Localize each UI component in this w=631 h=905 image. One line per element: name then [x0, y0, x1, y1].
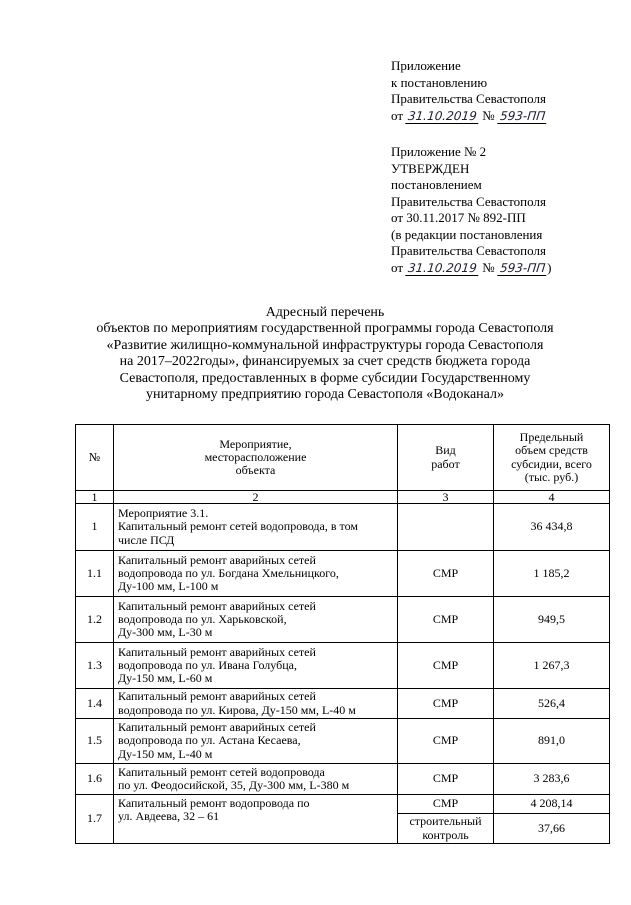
row-desc-line: Капитальный ремонт аварийных сетей [118, 644, 316, 659]
header-num: № [76, 425, 114, 491]
row-value: 526,4 [494, 689, 610, 719]
row-desc [114, 643, 398, 689]
table-row [76, 689, 610, 719]
column-number-row [76, 491, 610, 504]
row-subwork [398, 814, 494, 844]
col-number: 2 [114, 491, 398, 504]
appendix-line: Приложение № 2 [391, 144, 487, 159]
number-sign: № [482, 259, 495, 275]
row-desc-line: Капитальный ремонт сетей водопровода, в том [118, 519, 358, 534]
row-desc [114, 689, 398, 719]
appendix-line: от 30.11.2017 № 892-ПП [391, 210, 526, 225]
row-value: 4 208,14 [494, 795, 610, 814]
row-desc [114, 719, 398, 764]
row-work: СМР [398, 689, 494, 719]
row-desc [114, 504, 398, 551]
row-desc-line: Капитальный ремонт сетей водопровода [118, 764, 325, 779]
table-row [76, 719, 610, 764]
row-value: 891,0 [494, 719, 610, 764]
row-desc [114, 551, 398, 597]
heading-line: Адресный перечень [265, 305, 385, 320]
table-row [76, 504, 610, 551]
appendix-line: Правительства Севастополя [391, 243, 546, 258]
row-desc-line: ул. Авдеева, 32 – 61 [118, 809, 220, 824]
appendix-line: Правительства Севастополя [391, 91, 546, 106]
row-work: СМР [398, 551, 494, 597]
row-num: 1.1 [76, 551, 114, 597]
col-number: 3 [398, 491, 494, 504]
row-desc-line: Ду-100 мм, L-100 м [118, 579, 219, 594]
row-num: 1.4 [76, 689, 114, 719]
row-desc-line: водопровода по ул. Харьковской, [118, 611, 287, 626]
appendix-line: к постановлению [391, 74, 488, 90]
number-sign: № [482, 107, 495, 123]
appendix-line: Правительства Севастополя [391, 193, 546, 209]
row-work: СМР [398, 795, 494, 814]
appendix-block [391, 58, 552, 276]
objects-table [75, 424, 610, 844]
row-work: СМР [398, 719, 494, 764]
row-desc-line: водопровода по ул. Кирова, Ду-150 мм, L-40 м [118, 702, 356, 717]
row-subwork-line: контроль [422, 827, 469, 842]
row-desc-line: Капитальный ремонт аварийных сетей [118, 552, 316, 567]
row-subwork-line: строительный [409, 814, 482, 829]
row-work: СМР [398, 597, 494, 643]
header-value-line: Предельный [519, 430, 584, 445]
table-row [76, 597, 610, 643]
handwritten-date-2: 31.10.2019 [405, 261, 479, 276]
heading-line: Севастополя, предоставленных в форме субсидии Государственному [119, 370, 531, 386]
row-num: 1 [76, 504, 114, 551]
row-num: 1.6 [76, 764, 114, 795]
close-paren: ) [547, 259, 552, 275]
row-desc-line: Ду-150 мм, L-60 м [118, 671, 213, 686]
row-desc [114, 764, 398, 795]
table-header-row [76, 425, 610, 491]
row-value: 1 185,2 [494, 551, 610, 597]
header-desc-line: Мероприятие, [219, 436, 292, 451]
row-desc-line: Капитальный ремонт водопровода по [118, 796, 310, 810]
appendix-date-line-2 [391, 260, 552, 277]
row-work [398, 504, 494, 551]
row-desc-line: числе ПСД [118, 532, 175, 547]
header-work-line: работ [431, 456, 460, 471]
handwritten-number-2: 593-ПП [497, 261, 548, 276]
heading-line: на 2017–2022годы», финансируемых за счет средств бюджета города [119, 354, 531, 370]
row-subvalue: 37,66 [494, 814, 610, 844]
handwritten-date: 31.10.2019 [405, 109, 479, 124]
header-value-line: (тыс. руб.) [524, 469, 579, 484]
header-value-line: субсидии, всего [511, 456, 592, 471]
appendix-line: постановлением [391, 177, 482, 192]
appendix-line: УТВЕРЖДЕН [391, 160, 470, 176]
heading-line: «Развитие жилищно-коммунальной инфраструктуры города Севастополя [106, 337, 544, 353]
row-value: 949,5 [494, 597, 610, 643]
row-desc-line: по ул. Феодосийской, 35, Ду-300 мм, L-380 м [118, 778, 350, 792]
row-value: 1 267,3 [494, 643, 610, 689]
heading-line: объектов по мероприятиям государственной программы города Севастополя [96, 321, 554, 337]
row-desc-line: водопровода по ул. Астана Кесаева, [118, 733, 301, 748]
row-desc-line: Мероприятие 3.1. [118, 506, 209, 521]
header-desc-line: объекта [235, 463, 276, 478]
row-work: СМР [398, 764, 494, 795]
from-label: от [391, 107, 404, 123]
table-row [76, 551, 610, 597]
row-desc-line: Ду-150 мм, L-40 м [118, 746, 213, 761]
table-row [76, 795, 610, 814]
header-work-line: Вид [435, 443, 456, 458]
row-desc-line: водопровода по ул. Ивана Голубца, [118, 657, 297, 672]
row-num: 1.7 [76, 795, 114, 844]
header-work [398, 425, 494, 491]
appendix-date-line [391, 108, 552, 125]
row-desc-line: Капитальный ремонт аварийных сетей [118, 689, 316, 704]
header-desc-line: месторасположение [204, 449, 307, 464]
row-num: 1.3 [76, 643, 114, 689]
row-value: 36 434,8 [494, 504, 610, 551]
row-desc [114, 597, 398, 643]
table-row [76, 764, 610, 795]
handwritten-number: 593-ПП [497, 109, 548, 124]
row-value: 3 283,6 [494, 764, 610, 795]
row-desc-line: водопровода по ул. Богдана Хмельницкого, [118, 565, 339, 580]
row-desc-line: Ду-300 мм, L-30 м [118, 625, 213, 640]
header-desc [114, 425, 398, 491]
appendix-line: Приложение [391, 58, 461, 73]
row-work: СМР [398, 643, 494, 689]
appendix-line: (в редакции постановления [391, 226, 543, 242]
row-num: 1.5 [76, 719, 114, 764]
header-value [494, 425, 610, 491]
col-number: 1 [76, 491, 114, 504]
row-desc-line: Капитальный ремонт аварийных сетей [118, 598, 316, 613]
header-value-line: объем средств [515, 443, 588, 458]
heading-line: унитарному предприятию города Севастополя «Водоканал» [146, 387, 504, 403]
document-heading [60, 305, 590, 403]
row-desc-line: Капитальный ремонт аварийных сетей [118, 720, 316, 735]
row-num: 1.2 [76, 597, 114, 643]
from-label: от [391, 259, 404, 275]
row-desc [114, 795, 398, 844]
col-number: 4 [494, 491, 610, 504]
table-row [76, 643, 610, 689]
